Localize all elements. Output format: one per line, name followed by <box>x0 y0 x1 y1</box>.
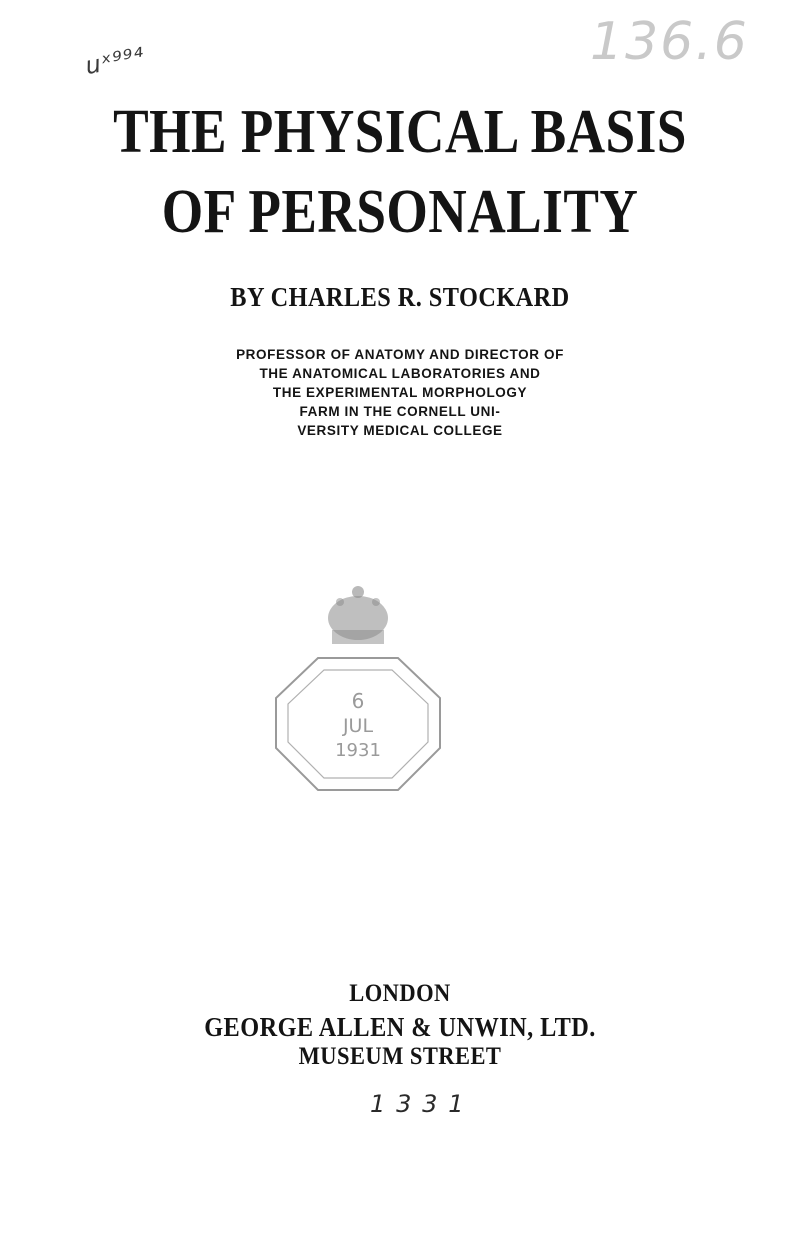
handwritten-year-bottom: 1 3 3 1 <box>370 1090 467 1118</box>
affiliation-line: FARM IN THE CORNELL UNI- <box>299 404 501 419</box>
imprint-city: LONDON <box>349 980 451 1007</box>
affiliation-line: PROFESSOR OF ANATOMY AND DIRECTOR OF <box>236 347 564 362</box>
crown-emblem-icon <box>328 586 388 644</box>
affiliation-line: THE ANATOMICAL LABORATORIES AND <box>259 366 541 381</box>
library-stamp <box>248 570 468 800</box>
stamp-day: 6 <box>351 689 365 713</box>
handwritten-shelfmark-top-left: uˣ⁹⁹⁴ <box>83 42 147 80</box>
title-line-2: OF PERSONALITY <box>161 178 639 246</box>
stamp-month: JUL <box>342 715 374 737</box>
affiliation-line: THE EXPERIMENTAL MORPHOLOGY <box>272 385 528 400</box>
imprint-publisher: GEORGE ALLEN & UNWIN, LTD. <box>204 1012 596 1042</box>
imprint-street: MUSEUM STREET <box>298 1043 502 1070</box>
author-affiliation <box>0 345 800 440</box>
affiliation-line: VERSITY MEDICAL COLLEGE <box>297 423 503 438</box>
handwritten-number-top-right: 136.6 <box>590 12 749 72</box>
title-line-1: THE PHYSICAL BASIS <box>113 98 687 166</box>
stamp-year: 1931 <box>335 740 381 761</box>
author-line: BY CHARLES R. STOCKARD <box>230 282 570 312</box>
